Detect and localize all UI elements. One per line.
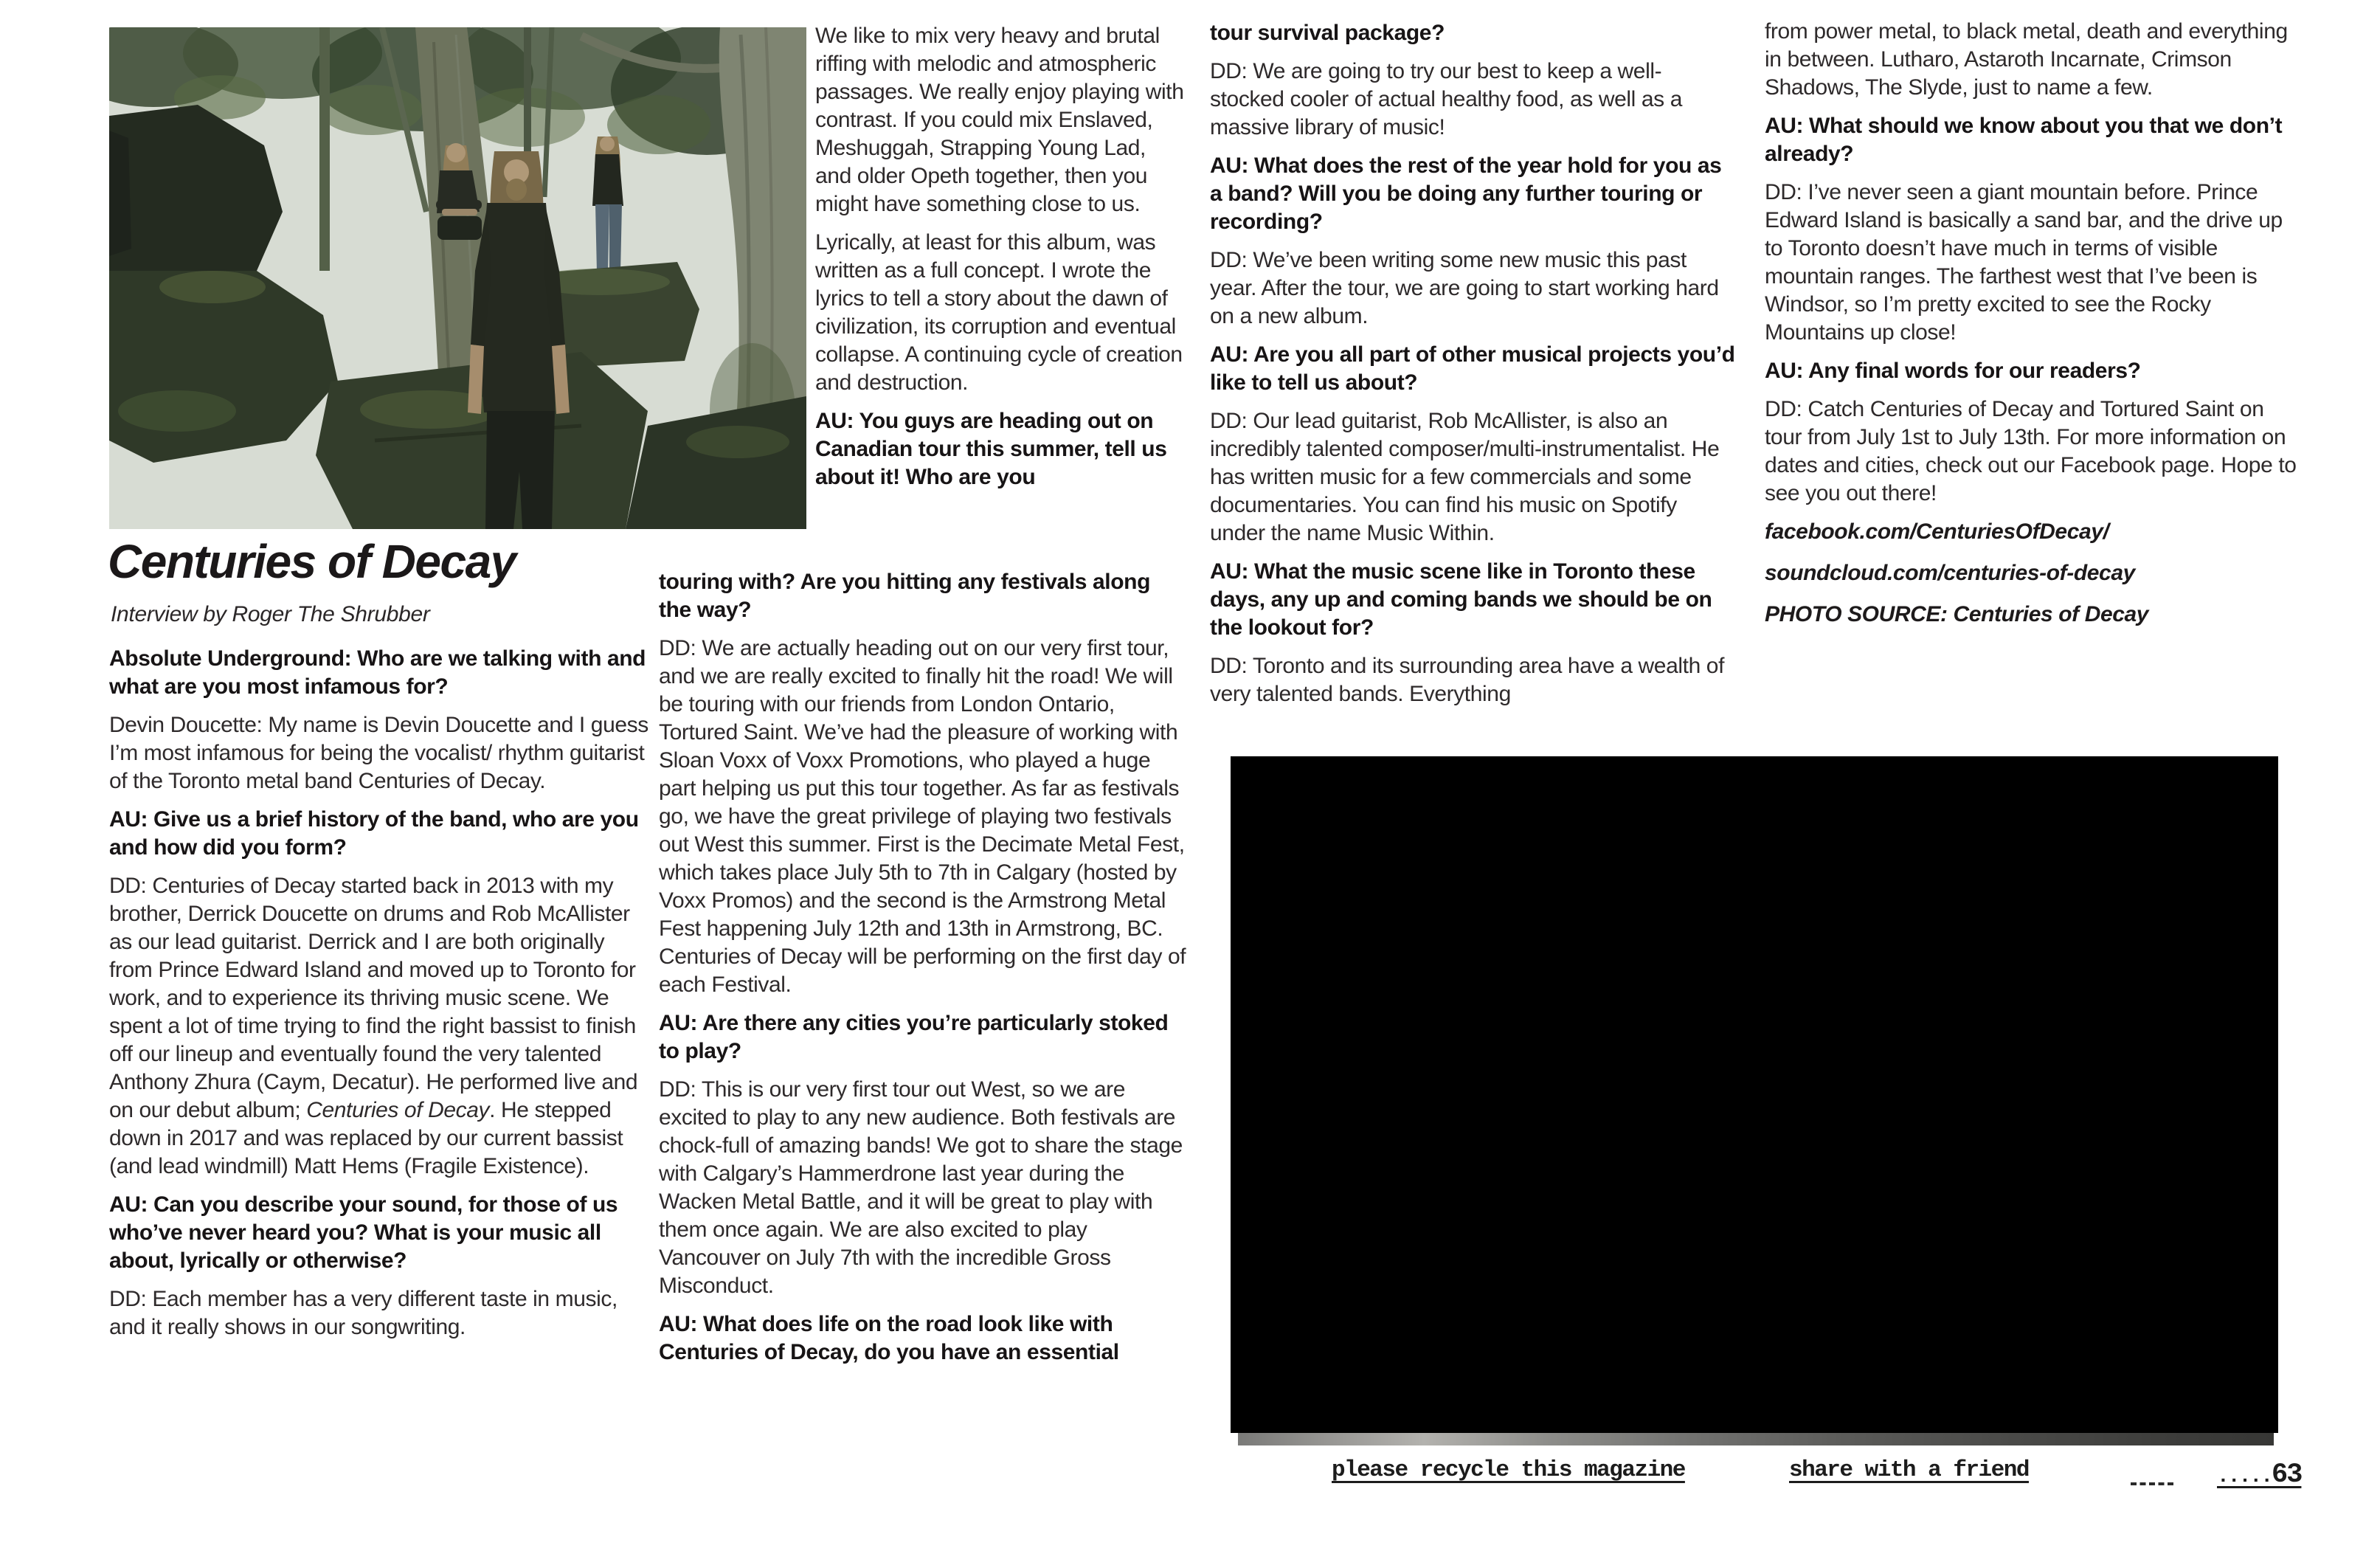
photo-strip-under-black-box bbox=[1238, 1433, 2274, 1445]
interview-question: Absolute Underground: Who are we talking with and what are you most infamous for? bbox=[109, 646, 646, 699]
interview-question: AU: Any final words for our readers? bbox=[1765, 359, 2141, 383]
footer-dash-line bbox=[2131, 1482, 2173, 1485]
interview-answer bbox=[109, 872, 651, 1181]
column-1 bbox=[109, 643, 651, 1352]
social-link: facebook.com/CenturiesOfDecay/ bbox=[1765, 519, 2109, 544]
interview-answer: Devin Doucette: My name is Devin Doucette and I guess I’m most infamous for being the vocalist/ rhythm guitarist of the Toronto metal band Centuries of Decay. bbox=[109, 713, 648, 793]
column-2-beside-photo bbox=[815, 22, 1184, 502]
interview-question: touring with? Are you hitting any festivals along the way? bbox=[659, 570, 1150, 622]
column-3 bbox=[1210, 18, 1735, 719]
page-number-group bbox=[2217, 1460, 2301, 1490]
social-link: soundcloud.com/centuries-of-decay bbox=[1765, 561, 2135, 585]
interview-answer: Lyrically, at least for this album, was written as a full concept. I wrote the lyrics to tell a story about the dawn of civilization, its corruption and eventual collapse. A continuing cycle of creation and destruction. bbox=[815, 230, 1183, 395]
column-4 bbox=[1765, 18, 2299, 642]
byline: Interview by Roger The Shrubber bbox=[111, 602, 430, 626]
interview-answer: DD: I’ve never seen a giant mountain before. Prince Edward Island is basically a sand bar, and the drive up to Toronto doesn’t have much in terms of visible mountain ranges. The farthest west that I’ve been is Windsor, so I’m pretty excited to see the Rocky Mountains up close! bbox=[1765, 180, 2283, 345]
footer-share-note: share with a friend bbox=[1789, 1457, 2029, 1483]
interview-question: AU: Are there any cities you’re particularly stoked to play? bbox=[659, 1011, 1169, 1063]
interview-answer: DD: We are going to try our best to keep a well-stocked cooler of actual healthy food, as well as a massive library of music! bbox=[1210, 59, 1682, 139]
interview-answer: DD: Our lead guitarist, Rob McAllister, is also an incredibly talented composer/multi-instrumentalist. He has written music for a few commercials and some documentaries. You can find his music on Spotify under the name Music Within. bbox=[1210, 409, 1720, 545]
page-title: Centuries of Decay bbox=[108, 535, 516, 588]
text-run: DD: Centuries of Decay started back in 2013 with my brother, Derrick Doucette on drums and Rob McAllister as our lead guitarist. Derrick and I are both originally from Prince Edward Island and moved up to Toronto for work, and to experience its thriving music scene. We spent a lot of time trying to find the right bassist to finish off our lineup and eventually found the very talented Anthony Zhura (Caym, Decatur). He performed live and on our debut album; bbox=[109, 874, 638, 1122]
interview-answer: We like to mix very heavy and brutal riffing with melodic and atmospheric passages. We really enjoy playing with contrast. If you could mix Enslaved, Meshuggah, Strapping Young Lad, and older Opeth together, then you might have something close to us. bbox=[815, 24, 1184, 216]
footer-recycle-note: please recycle this magazine bbox=[1332, 1457, 1685, 1483]
interview-answer: DD: We are actually heading out on our very first tour, and we are really excited to finally hit the road! We will be touring with our friends from London Ontario, Tortured Saint. We’ve had the pleasure of working with Sloan Voxx of Voxx Promotions, who played a huge part helping us put this tour together. As far as festivals go, we have the great privilege of playing two festivals out West this summer. First is the Decimate Metal Fest, which takes place July 5th to 7th in Calgary (hosted by Voxx Promos) and the second is the Armstrong Metal Fest happening July 12th and 13th in Armstrong, BC. Centuries of Decay will be performing on the first day of each Festival. bbox=[659, 636, 1186, 997]
page-number-leader: ..... bbox=[2217, 1465, 2272, 1488]
interview-answer: DD: Catch Centuries of Decay and Tortured Saint on tour from July 1st to July 13th. For more information on dates and cities, check out our Facebook page. Hope to see you out there! bbox=[1765, 397, 2297, 505]
column-2-main bbox=[659, 567, 1186, 1377]
interview-answer: DD: Each member has a very different taste in music, and it really shows in our songwriting. bbox=[109, 1287, 618, 1339]
text-run: . He stepped down in 2017 and was replaced by our current bassist (and lead windmill) Matt Hems (Fragile Existence). bbox=[109, 1098, 623, 1178]
interview-question: AU: What does life on the road look like with Centuries of Decay, do you have an essential bbox=[659, 1312, 1119, 1364]
blacked-out-region bbox=[1231, 756, 2278, 1433]
interview-question: AU: You guys are heading out on Canadian tour this summer, tell us about it! Who are you bbox=[815, 409, 1167, 489]
interview-question: tour survival package? bbox=[1210, 21, 1445, 45]
page-number: 63 bbox=[2272, 1460, 2302, 1490]
interview-question: AU: Give us a brief history of the band, who are you and how did you form? bbox=[109, 807, 639, 860]
italic-text: Centuries of Decay bbox=[306, 1098, 490, 1122]
interview-question: AU: Are you all part of other musical projects you’d like to tell us about? bbox=[1210, 342, 1735, 395]
interview-question: AU: What does the rest of the year hold for you as a band? Will you be doing any further touring or recording? bbox=[1210, 153, 1722, 234]
interview-answer: DD: Toronto and its surrounding area have a wealth of very talented bands. Everything bbox=[1210, 654, 1725, 706]
interview-question: AU: What should we know about you that we don’t already? bbox=[1765, 114, 2283, 166]
interview-question: AU: Can you describe your sound, for those of us who’ve never heard you? What is your music all about, lyrically or otherwise? bbox=[109, 1192, 618, 1273]
social-link: PHOTO SOURCE: Centuries of Decay bbox=[1765, 602, 2149, 626]
band-photo-illustration bbox=[109, 27, 806, 529]
band-photo bbox=[109, 27, 806, 529]
interview-question: AU: What the music scene like in Toronto these days, any up and coming bands we should be on the lookout for? bbox=[1210, 559, 1712, 640]
interview-answer: DD: This is our very first tour out West, so we are excited to play to any new audience. Both festivals are chock-full of amazing bands! We got to share the stage with Calgary’s Hammerdrone last year during the Wacken Metal Battle, and it will be great to play with them once again. We are also excited to play Vancouver on July 7th with the incredible Gross Misconduct. bbox=[659, 1077, 1183, 1298]
interview-answer: DD: We’ve been writing some new music this past year. After the tour, we are going to start working hard on a new album. bbox=[1210, 248, 1719, 328]
interview-answer: from power metal, to black metal, death and everything in between. Lutharo, Astaroth Incarnate, Crimson Shadows, The Slyde, just to name a few. bbox=[1765, 19, 2288, 100]
